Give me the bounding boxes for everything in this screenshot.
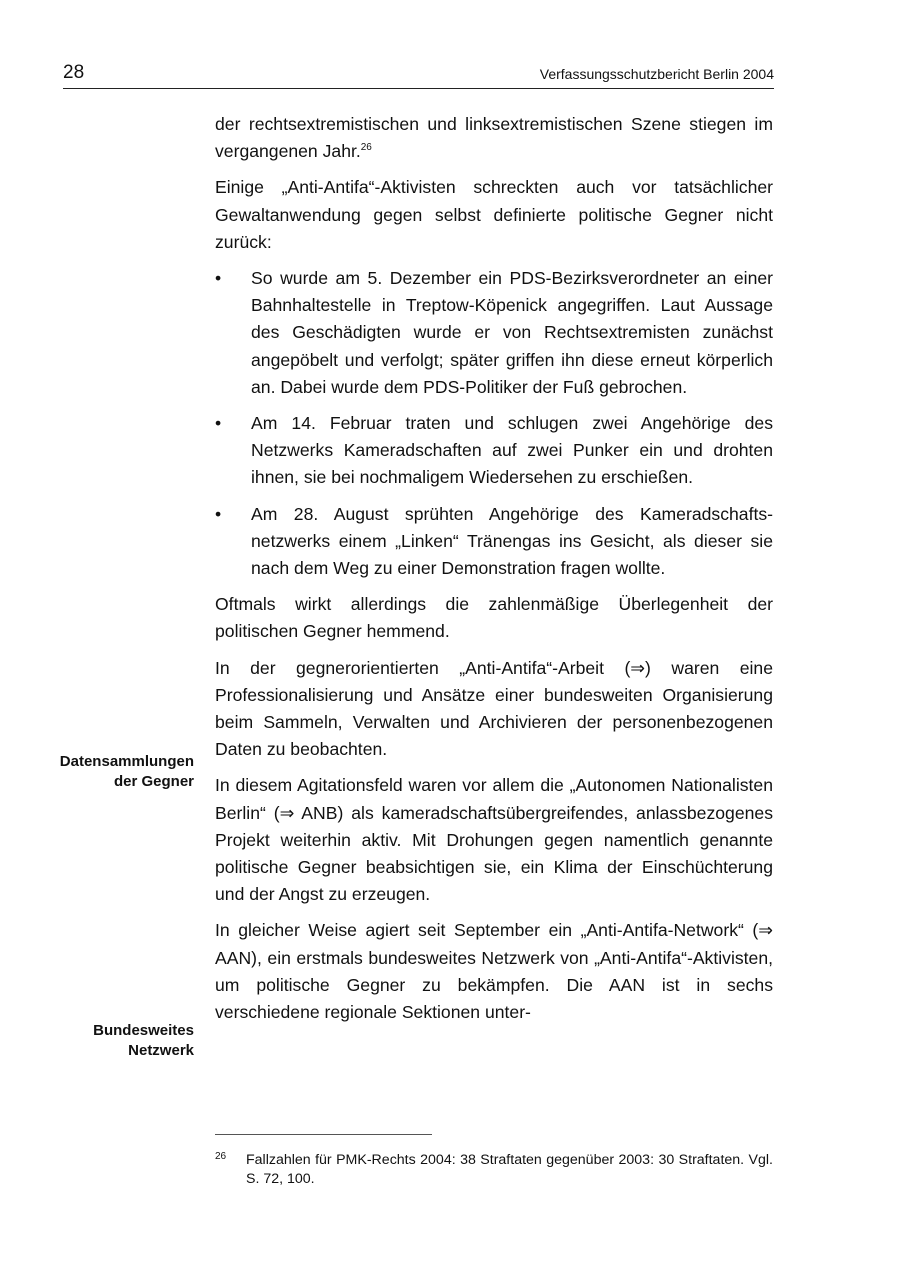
page-header: [63, 62, 774, 89]
margin-note-line: Datensammlungen: [59, 753, 194, 770]
list-item-text: So wurde am 5. Dezember ein PDS-Bezirksverordneter an einer Bahnhaltestelle in Treptow-Köpenick angegriffen. Laut Aussage des Geschädigten wurde er von Rechtsextremisten zunächst angepöbelt und verfolgt; später griffen ihn diese erneut körperlich an. Dabei wurde dem PDS-Politiker der Fuß gebrochen.: [251, 268, 773, 397]
paragraph-superiority: Oftmals wirkt allerdings die zahlenmäßige Überlegenheit der politischen Gegner hemmend.: [215, 594, 773, 642]
bullet-icon: •: [215, 268, 222, 289]
footnote-separator: [215, 1134, 432, 1135]
page-number: 28: [63, 62, 85, 83]
footnote-text: Fallzahlen für PMK-Rechts 2004: 38 Straftaten gegenüber 2003: 30 Straftaten. Vgl. S. 72, 100.: [246, 1152, 773, 1187]
list-item: [215, 410, 773, 492]
paragraph-intro: [215, 111, 773, 165]
paragraph-intro-text: der rechtsextremistischen und linksextremistischen Szene stiegen im vergangenen Jahr.: [215, 114, 773, 162]
list-item: [215, 265, 773, 401]
main-text: [215, 111, 773, 1035]
list-item-text: Am 28. August sprühten Angehörige des Kameradschaftsnetzwerks einem „Linken“ Tränengas ins Gesicht, als dieser sie nach dem Weg zu einer Demonstration fragen wollte.: [251, 503, 773, 579]
list-item: [215, 501, 773, 583]
paragraph-aan: In gleicher Weise agiert seit September ein „Anti-Antifa-Network“ (⇒ AAN), ein erstmals bundesweites Netzwerk von „Anti-Antifa“-Aktivisten, um politische Gegner zu bekämpfen. Die AAN ist in sechs verschiedene regionale Sektionen unter-: [215, 920, 773, 1023]
margin-note-line: Netzwerk: [128, 1042, 194, 1059]
footnote-reference: 26: [360, 142, 372, 154]
margin-note-line: der Gegner: [113, 773, 194, 790]
bullet-icon: •: [215, 413, 222, 434]
margin-note-line: Bundesweites: [93, 1022, 194, 1039]
list-item-text: Am 14. Februar traten und schlugen zwei Angehörige des Netzwerks Kameradschaften auf zwei Punker ein und drohten ihnen, sie bei nochmaligem Wiedersehen zu erschießen.: [251, 413, 773, 488]
paragraph-anb: In diesem Agitationsfeld waren vor allem die „Autonomen Nationalisten Berlin“ (⇒ ANB) als kameradschaftsübergreifendes, anlassbezogenes Projekt weiterhin aktiv. Mit Drohungen gegen namentlich genannte politische Gegner beabsichtigen sie, ein Klima der Einschüchterung und der Angst zu erzeugen.: [215, 775, 773, 905]
margin-note-datensammlungen: [24, 752, 194, 792]
paragraph-data-collection: In der gegnerorientierten „Anti-Antifa“-Arbeit (⇒) waren eine Professionalisierung und Ansätze einer bundesweiten Organisierung beim Sammeln, Verwalten und Archivieren der personenbezogenen Daten zu beobachten.: [215, 657, 773, 760]
footnote: [215, 1151, 773, 1189]
bullet-list: [215, 265, 773, 582]
paragraph-violence: Einige „Anti-Antifa“-Aktivisten schreckten auch vor tatsächlicher Gewaltanwendung gegen selbst definierte politische Gegner nicht zurück:: [215, 177, 773, 252]
running-title: Verfassungsschutzbericht Berlin 2004: [539, 66, 774, 82]
margin-note-netzwerk: [24, 1021, 194, 1061]
footnote-number: 26: [215, 1151, 227, 1162]
bullet-icon: •: [215, 503, 222, 524]
